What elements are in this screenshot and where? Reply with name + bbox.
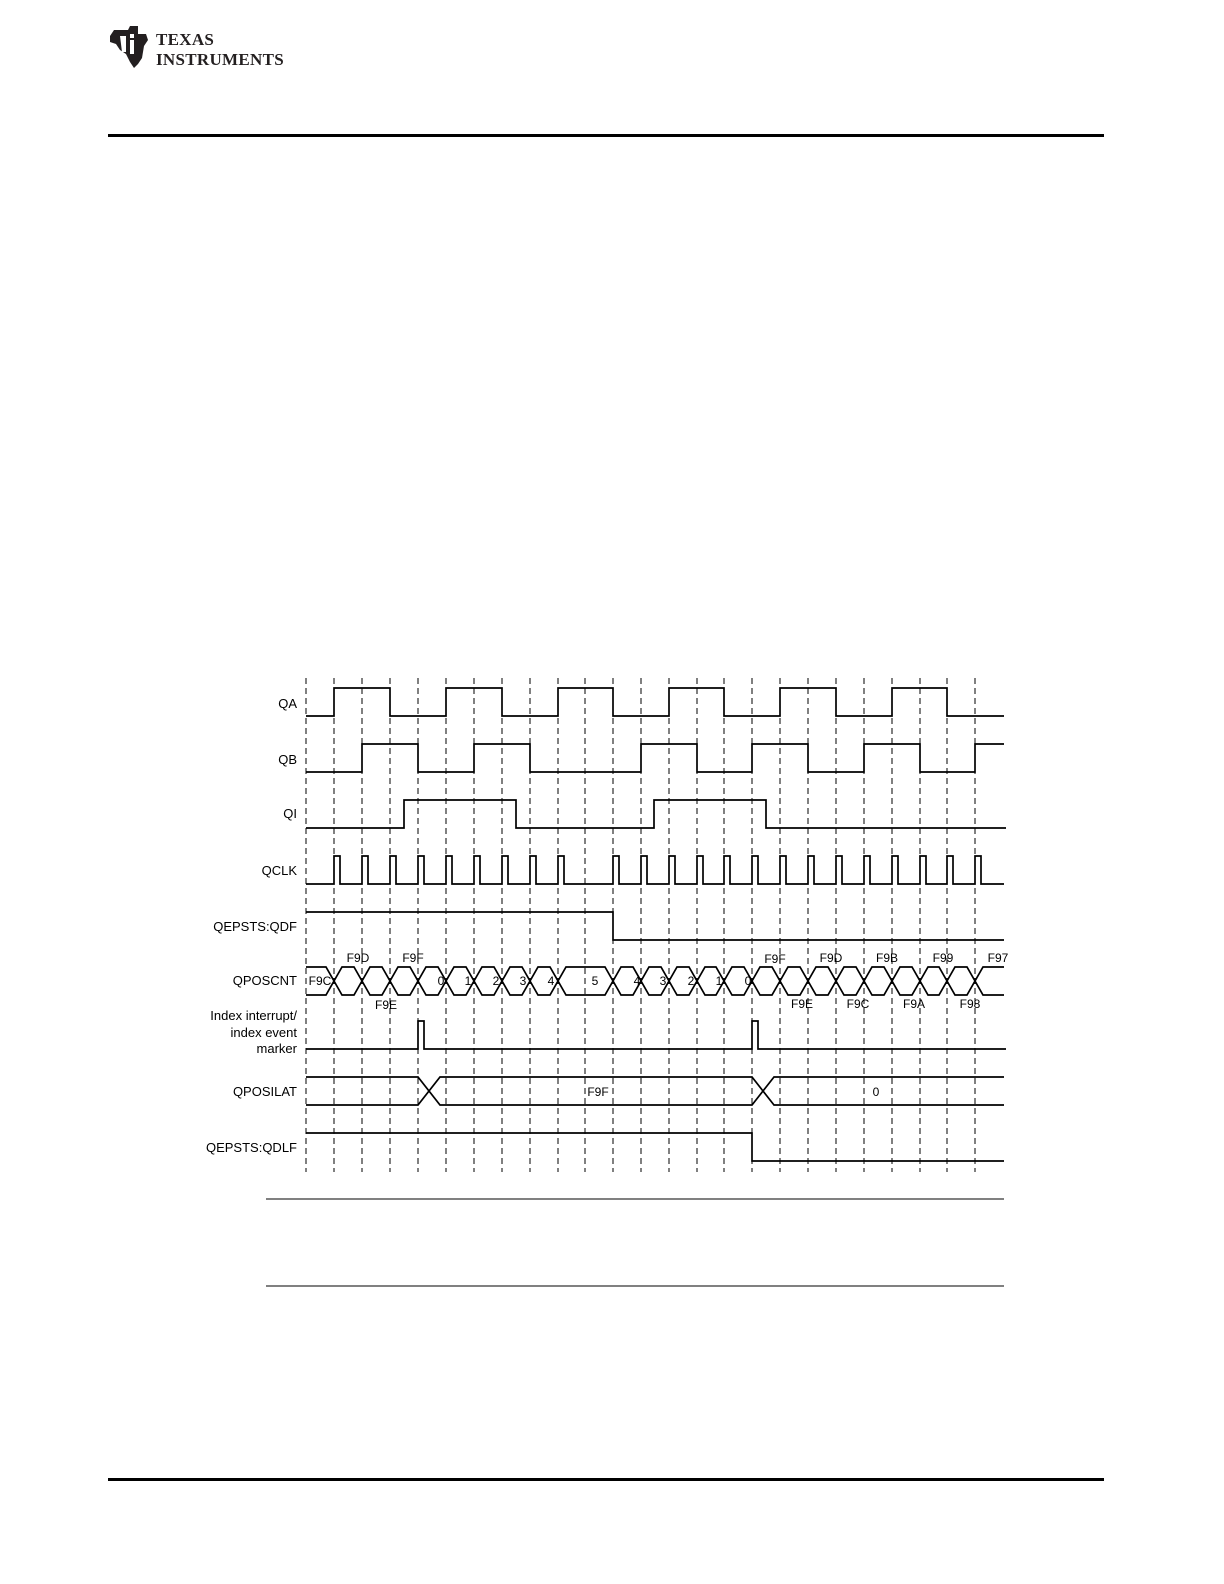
signal-label-qi: QI — [283, 806, 297, 821]
qposcnt-value-below: F9E — [790, 997, 814, 1011]
qposilat-bus-lower — [306, 1077, 1004, 1105]
qposcnt-value-above: F9F — [402, 951, 424, 965]
qposcnt-value-below: F9A — [902, 997, 926, 1011]
qposcnt-value-inline: F9C — [308, 974, 332, 988]
qdf-waveform — [306, 912, 1004, 940]
footer-rule — [108, 1478, 1104, 1481]
signal-label-qepsts-qdlf: QEPSTS:QDLF — [205, 1140, 297, 1155]
logo-line-texas: TEXAS — [156, 30, 215, 49]
signal-label-index-line2: index event — [230, 1025, 297, 1040]
qposcnt-bus-lower — [306, 967, 1004, 995]
logo-line-instruments: INSTRUMENTS — [156, 50, 284, 69]
signal-label-qa: QA — [278, 696, 297, 711]
signal-label-qepsts-qdf: QEPSTS:QDF — [213, 919, 297, 934]
qposcnt-value-above: F97 — [987, 951, 1009, 965]
qposcnt-value-inline: 0 — [437, 974, 445, 988]
qposcnt-value-above: F9B — [875, 951, 899, 965]
qi-waveform — [306, 800, 1006, 828]
qposcnt-value-below: F9E — [374, 998, 398, 1012]
index-marker-waveform — [306, 1021, 1006, 1049]
qposcnt-value-inline: 1 — [715, 974, 723, 988]
qposilat-bus-upper — [306, 1077, 1004, 1105]
qa-waveform — [306, 688, 1004, 716]
signal-label-index-line1: Index interrupt/ — [210, 1008, 297, 1023]
qposcnt-value-below: F98 — [959, 997, 981, 1011]
qposcnt-value-above: F9D — [819, 951, 843, 965]
qposcnt-value-below: F9C — [846, 997, 870, 1011]
qposilat-value: 0 — [872, 1085, 880, 1099]
qdlf-waveform — [306, 1133, 1004, 1161]
signal-label-qclk: QCLK — [261, 863, 297, 878]
qposcnt-bus-upper — [306, 967, 1004, 995]
signal-label-qposcnt: QPOSCNT — [232, 973, 297, 988]
qposcnt-value-inline: 3 — [659, 974, 667, 988]
qposcnt-value-inline: 0 — [744, 974, 752, 988]
qposcnt-value-inline: 1 — [464, 974, 472, 988]
signal-label-qposilat: QPOSILAT — [232, 1084, 297, 1099]
qposcnt-value-inline: 4 — [547, 974, 555, 988]
signal-label-index-line3: marker — [256, 1041, 297, 1056]
qposcnt-value-inline: 2 — [687, 974, 695, 988]
qposcnt-value-above: F9F — [764, 952, 786, 966]
qposcnt-value-above: F9D — [346, 951, 370, 965]
qposcnt-value-above: F99 — [932, 951, 954, 965]
qposcnt-value-inline: 3 — [519, 974, 527, 988]
qb-waveform — [306, 744, 1004, 772]
qclk-waveform — [306, 856, 1004, 884]
qposcnt-value-inline: 5 — [591, 974, 599, 988]
signal-label-qb: QB — [278, 752, 297, 767]
qposcnt-value-inline: 4 — [633, 974, 641, 988]
qposilat-value: F9F — [587, 1085, 609, 1099]
qposcnt-value-inline: 2 — [492, 974, 500, 988]
signal-waveforms — [306, 688, 1006, 1161]
